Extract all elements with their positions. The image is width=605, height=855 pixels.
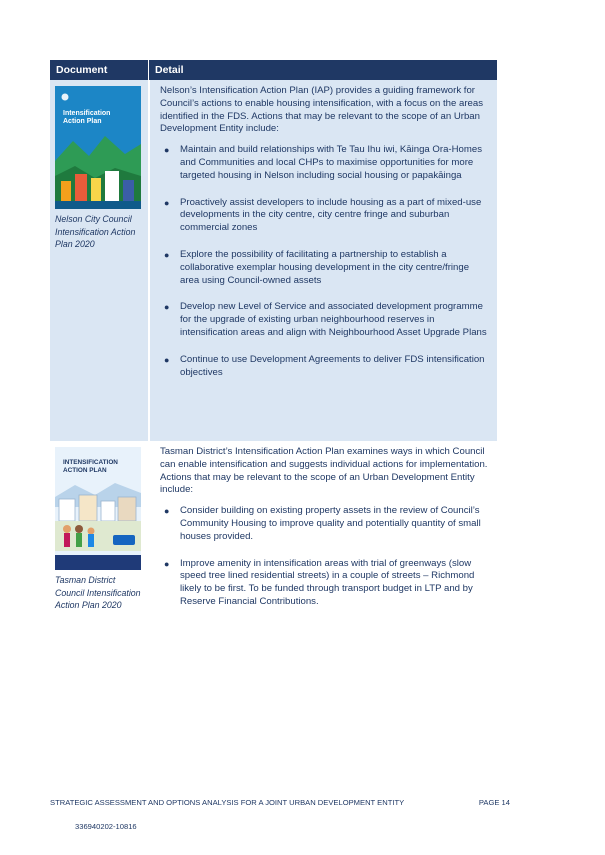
footer-title: STRATEGIC ASSESSMENT AND OPTIONS ANALYSIS FOR A JOINT URBAN DEVELOPMENT ENTITY: [50, 798, 405, 807]
bullet-text: Improve amenity in intensification areas with trial of greenways (slow speed tree lined residential streets) in a couple of streets – Richmond likely to be first. To be funded through transport budget in LTP and by Reserve Financial Contributions.: [180, 557, 475, 607]
detail-cell: [148, 80, 497, 441]
tasman-cover-title: INTENSIFICATION ACTION PLAN: [63, 459, 118, 474]
bullet-icon: ●: [164, 302, 170, 313]
table-row: [50, 80, 497, 441]
document-table: [50, 60, 497, 631]
list-item: [160, 354, 489, 380]
bullet-text: Proactively assist developers to include housing as a part of mixed-use developments in the city centre, city centre fringe and suburban commercial zones: [180, 196, 482, 234]
list-item: [160, 144, 489, 182]
bullet-text: Explore the possibility of facilitating a partnership to establish a collaborative exemplar housing development in the city centre/fringe area using Council-owned assets: [180, 248, 470, 286]
list-item: [160, 249, 489, 287]
tasman-caption: Tasman District Council Intensification Action Plan 2020: [55, 575, 141, 610]
tasman-bullet-list: [160, 505, 489, 609]
table-header: [50, 60, 497, 80]
header-detail: Detail: [148, 60, 497, 80]
page-footer: [50, 798, 510, 807]
list-item: [160, 301, 489, 339]
detail-cell: [148, 441, 497, 631]
document-id: 336940202-10816: [75, 822, 137, 831]
bullet-text: Develop new Level of Service and associated development programme for the upgrade of existing urban neighbourhood reserves in intensification areas and align with Neighbourhood Asset Upgrade Plans: [180, 301, 487, 338]
bullet-text: Consider building on existing property assets in the review of Council’s Community Housing to improve quality and potentially quantity of small houses provided.: [180, 505, 481, 542]
bullet-icon: ●: [164, 506, 170, 517]
tasman-intro: Tasman District’s Intensification Action Plan examines ways in which Council can enable intensification and suggests individual actions for implementation. Actions that may be relevant to the scope of an Urban Development Entity include:: [160, 446, 488, 496]
page-number: PAGE 14: [478, 798, 510, 807]
bullet-icon: ●: [164, 197, 170, 208]
nelson-bullet-list: [160, 144, 489, 379]
bullet-icon: ●: [164, 558, 170, 569]
list-item: [160, 197, 489, 235]
list-item: [160, 505, 489, 543]
bullet-icon: ●: [164, 249, 170, 260]
list-item: [160, 558, 489, 609]
nelson-cover-title: Intensification Action Plan: [63, 110, 111, 125]
nelson-cover-image: [55, 86, 141, 209]
document-cell: [50, 80, 148, 441]
document-cell: [50, 441, 148, 631]
table-row: [50, 441, 497, 631]
header-document: Document: [56, 64, 108, 76]
bullet-icon: ●: [164, 354, 170, 365]
nelson-caption: Nelson City Council Intensification Action Plan 2020: [55, 214, 136, 249]
bullet-text: Continue to use Development Agreements to deliver FDS intensification objectives: [180, 353, 485, 378]
nelson-cover-art: [55, 86, 141, 209]
bullet-text: Maintain and build relationships with Te Tau Ihu iwi, Kāinga Ora-Homes and Communities and local CHPs to maximise opportunities for more targeted housing in Nelson including social housing or papakāinga: [180, 144, 483, 181]
nelson-intro: Nelson’s Intensification Action Plan (IAP) provides a guiding framework for Council’s actions to enable housing intensification, with a focus on the areas identified in the FDS. Actions that may be relevant to the scope of an Urban Development Entity include:: [160, 85, 484, 135]
tasman-cover-image: [55, 447, 141, 570]
bullet-icon: ●: [164, 145, 170, 156]
